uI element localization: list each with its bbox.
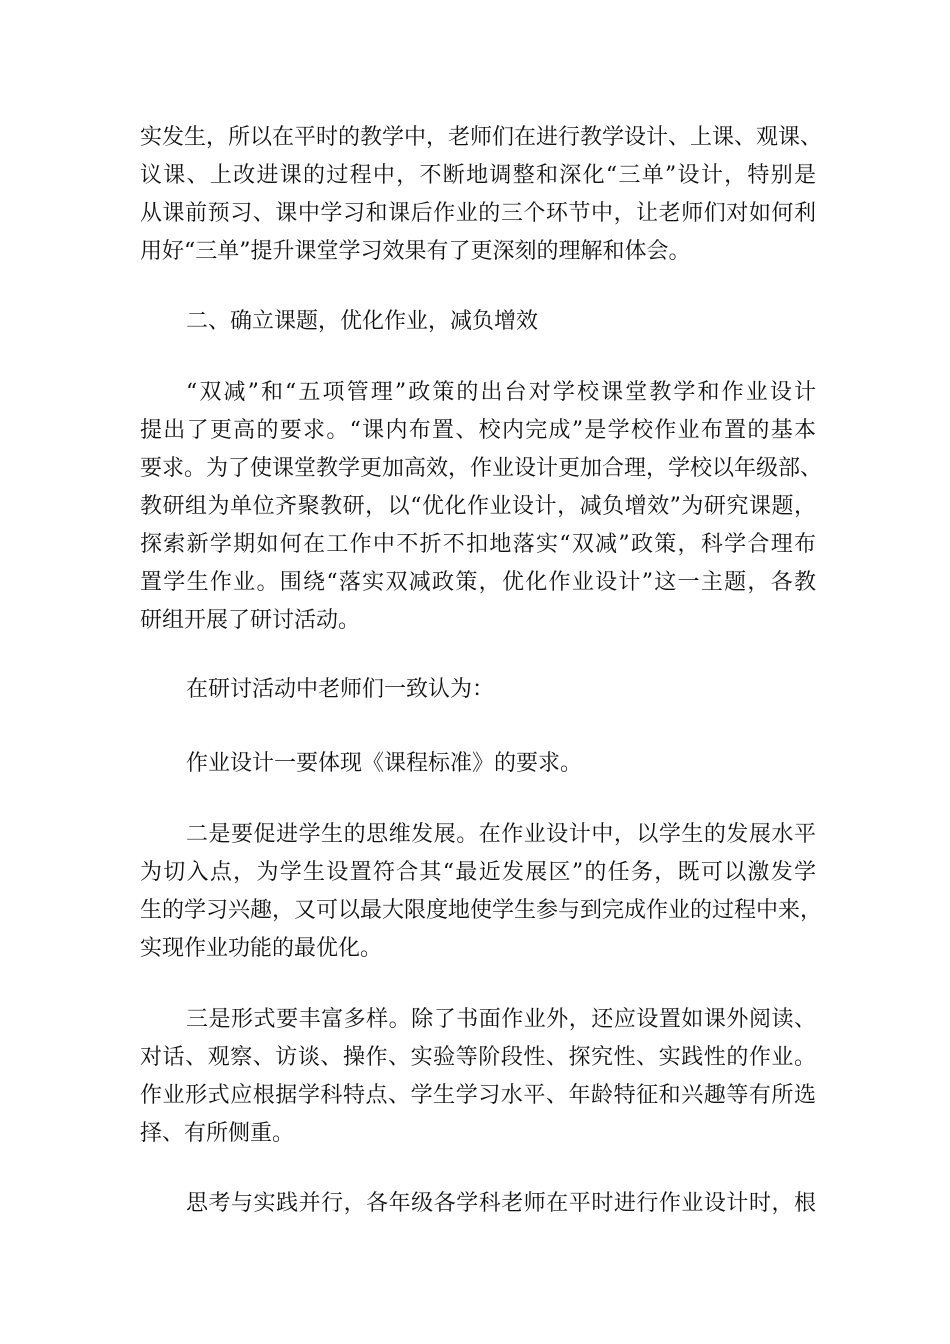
- paragraph-line: 生的学习兴趣，又可以最大限度地使学生参与到完成作业的过程中来，: [140, 898, 823, 923]
- paragraph-line: 用好“三单”提升课堂学习效果有了更深刻的理解和体会。: [140, 239, 691, 264]
- paragraph-line: 对话、观察、访谈、操作、实验等阶段性、探究性、实践性的作业。: [140, 1045, 816, 1070]
- paragraph-line: 思考与实践并行，各年级各学科老师在平时进行作业设计时，根: [186, 1191, 816, 1216]
- paragraph-line: 置学生作业。围绕“落实双减政策，优化作业设计”这一主题，各教: [140, 570, 816, 595]
- paragraph-line: 二是要促进学生的思维发展。在作业设计中，以学生的发展水平: [186, 822, 816, 847]
- section-heading-text: 二、确立课题，优化作业，减负增效: [186, 309, 539, 334]
- paragraph-line: 研组开展了研讨活动。: [140, 608, 361, 633]
- paragraph-line: 要求。为了使课堂教学更加高效，作业设计更加合理，学校以年级部、: [140, 456, 823, 481]
- paragraph-line: “双减”和“五项管理”政策的出台对学校课堂教学和作业设计: [186, 380, 816, 405]
- paragraph-line: 三是形式要丰富多样。除了书面作业外，还应设置如课外阅读、: [186, 1007, 816, 1032]
- paragraph-line: 在研讨活动中老师们一致认为：: [186, 677, 495, 702]
- paragraph-line: 实现作业功能的最优化。: [140, 936, 383, 961]
- paragraph-line: 作业形式应根据学科特点、学生学习水平、年龄特征和兴趣等有所选: [140, 1083, 816, 1108]
- paragraph-line: 实发生，所以在平时的教学中，老师们在进行教学设计、上课、观课、: [140, 125, 823, 150]
- paragraph-line: 提出了更高的要求。“课内布置、校内完成”是学校作业布置的基本: [140, 418, 816, 443]
- paragraph-line: 作业设计一要体现《课程标准》的要求。: [186, 751, 583, 776]
- paragraph-line: 从课前预习、课中学习和课后作业的三个环节中，让老师们对如何利: [140, 201, 816, 226]
- paragraph-line: 择、有所侧重。: [140, 1121, 295, 1146]
- paragraph-line: 教研组为单位齐聚教研，以“优化作业设计，减负增效”为研究课题，: [140, 494, 816, 519]
- paragraph-line: 为切入点，为学生设置符合其“最近发展区”的任务，既可以激发学: [140, 860, 816, 885]
- paragraph-line: 议课、上改进课的过程中，不断地调整和深化“三单”设计，特别是: [140, 163, 816, 188]
- paragraph-line: 探索新学期如何在工作中不折不扣地落实“双减”政策，科学合理布: [140, 532, 816, 557]
